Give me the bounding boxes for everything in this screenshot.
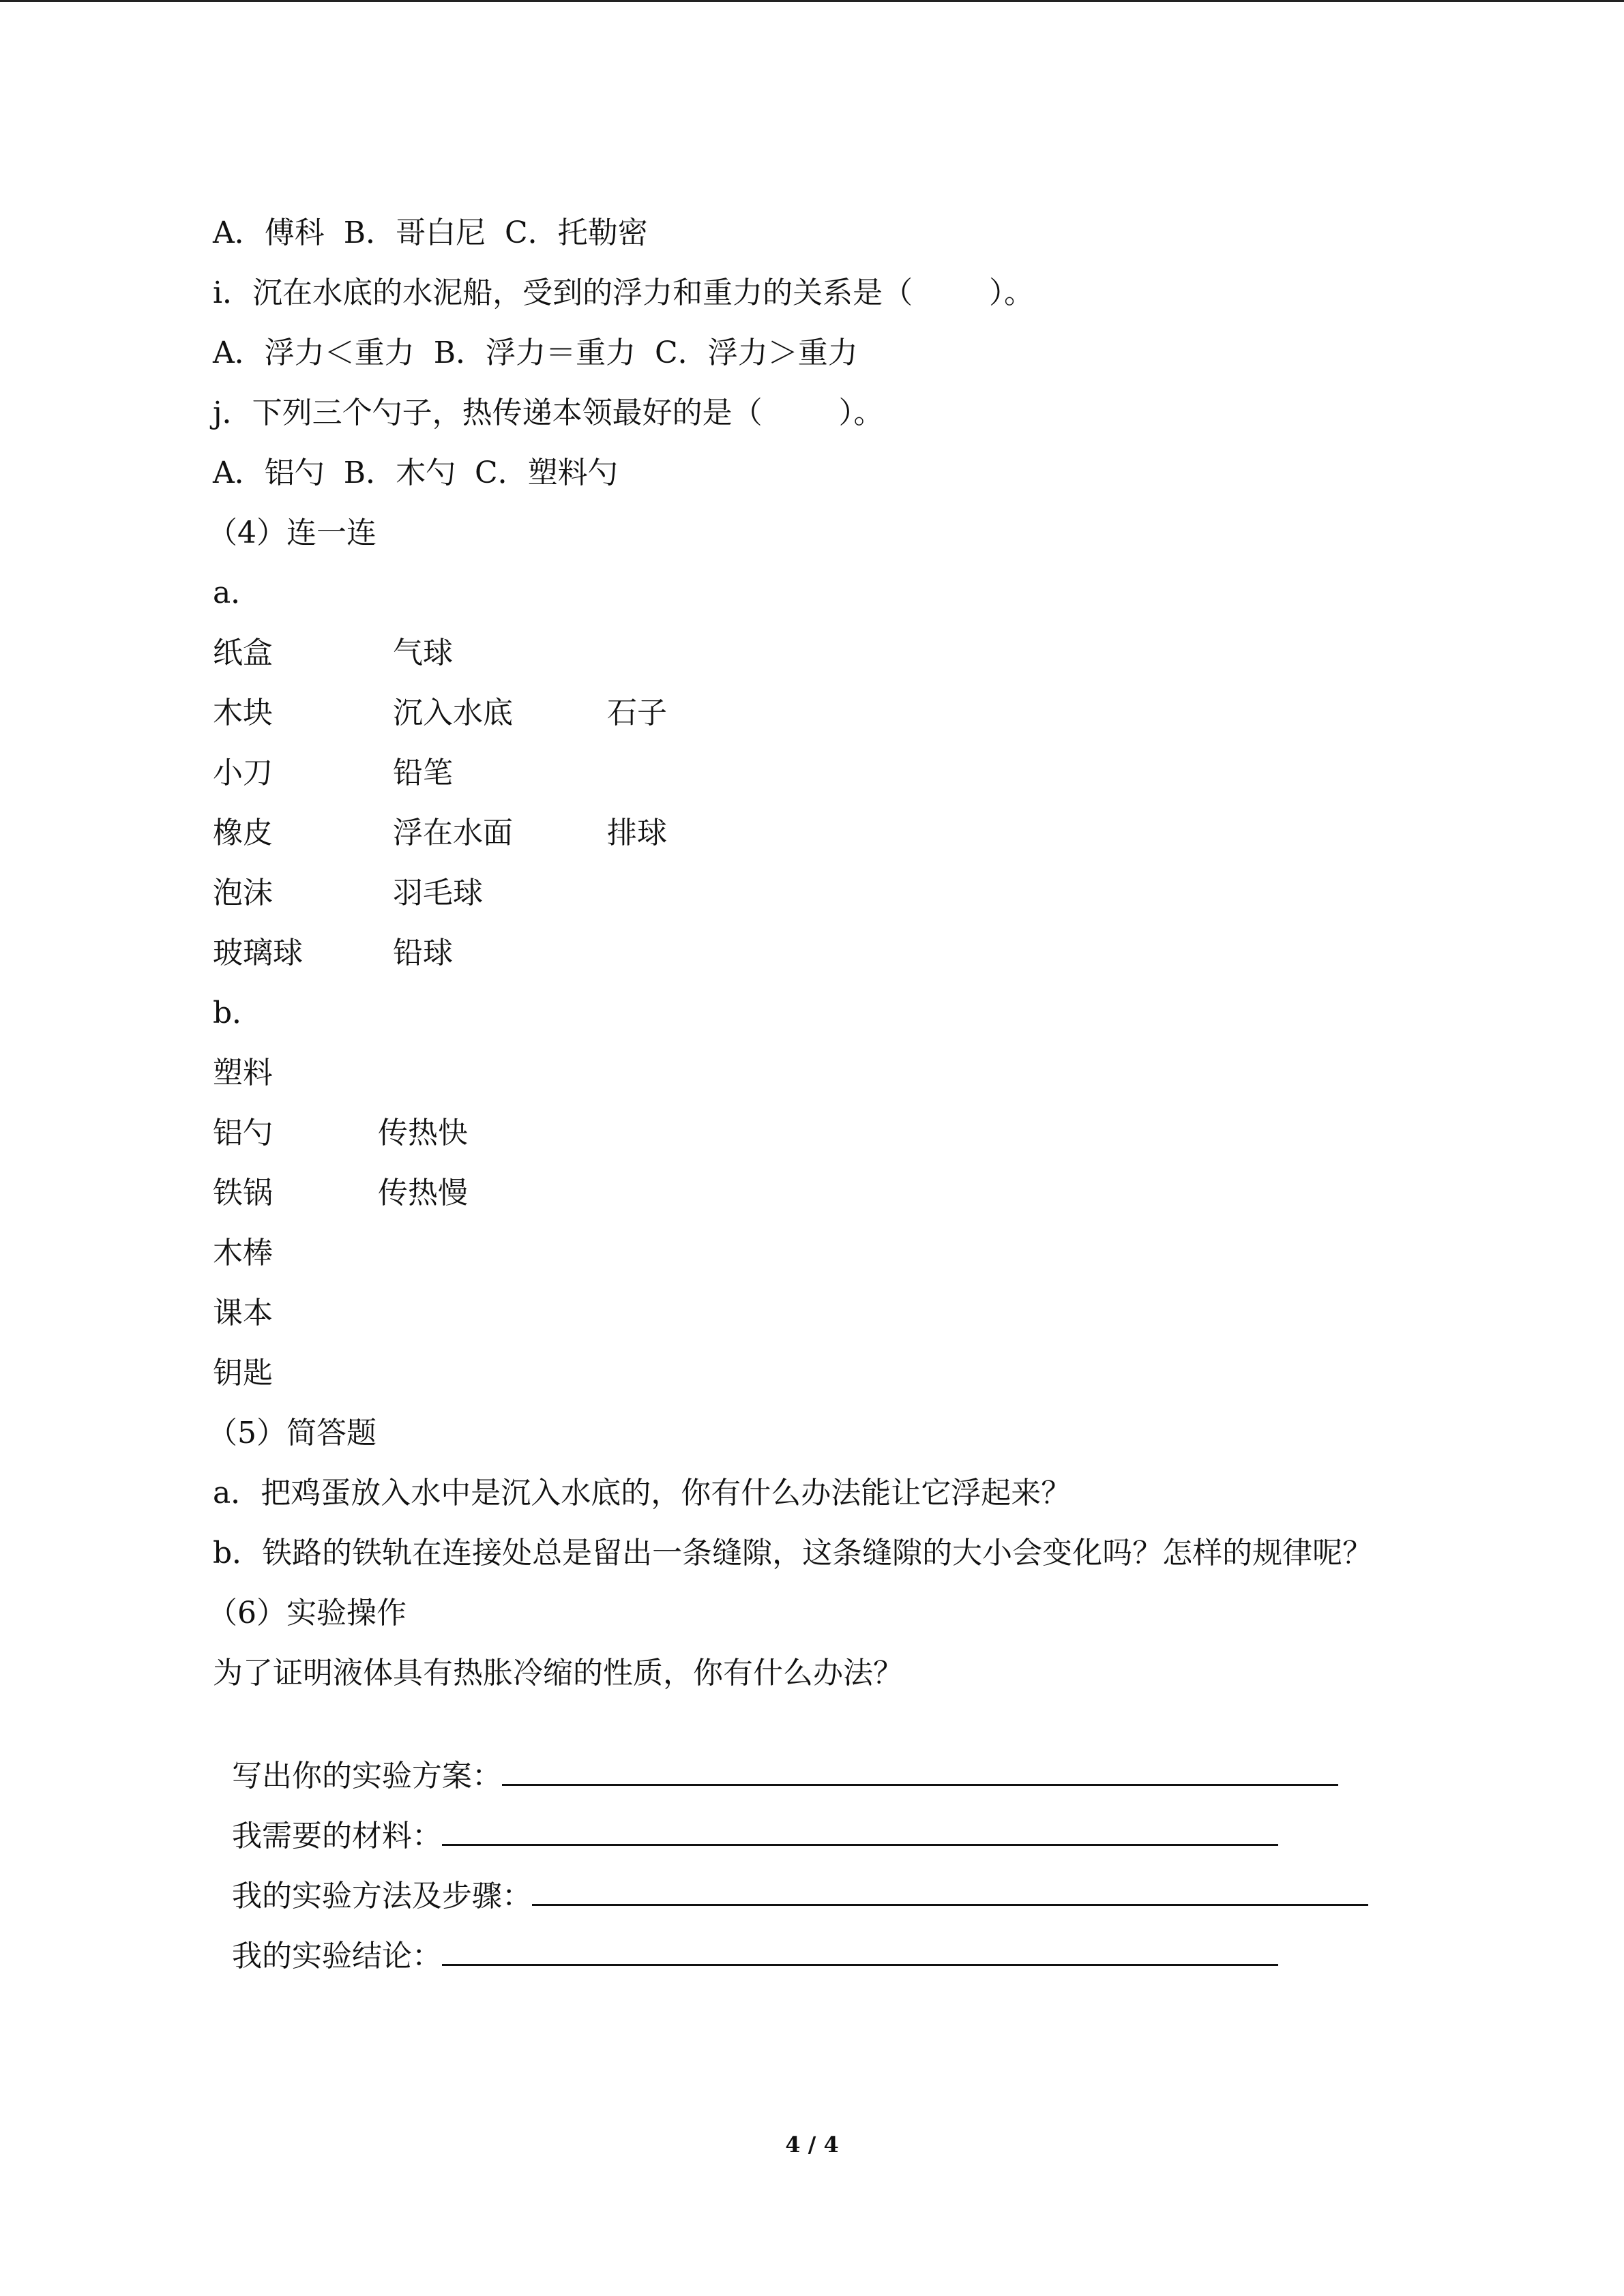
conclusion-answer-line[interactable]: [442, 1934, 1278, 1966]
matching-a-right: 石子: [607, 696, 667, 730]
matching-b-left: 课本: [213, 1296, 273, 1330]
matching-a-left: 木块: [213, 696, 273, 730]
short-answer-a: a．把鸡蛋放入水中是沉入水底的，你有什么办法能让它浮起来？: [213, 1476, 1072, 1510]
question-h-options: A．傅科 B．哥白尼 C．托勒密: [213, 215, 648, 250]
matching-a-middle: 铅球: [393, 936, 453, 970]
conclusion-label: 我的实验结论：: [231, 1939, 442, 1973]
matching-b-left: 塑料: [213, 1056, 273, 1090]
section-5-heading: （5）简答题: [207, 1416, 377, 1450]
matching-b-right: 传热慢: [378, 1176, 468, 1210]
question-j-options: A．铝勺 B．木勺 C．塑料勺: [213, 456, 618, 490]
question-i-text: i．沉在水底的水泥船，受到的浮力和重力的关系是（ ）。: [213, 275, 1034, 310]
conclusion-row: [213, 1893, 1278, 1977]
top-border: [0, 0, 1624, 2]
matching-b-left: 铝勺: [213, 1116, 273, 1150]
matching-b-label: b．: [213, 996, 263, 1030]
plan-label: 写出你的实验方案：: [231, 1759, 502, 1793]
matching-a-middle: 铅笔: [393, 756, 453, 790]
matching-a-left: 小刀: [213, 756, 273, 790]
matching-b-left: 钥匙: [213, 1356, 273, 1390]
matching-a-left: 玻璃球: [213, 936, 303, 970]
matching-a-left: 橡皮: [213, 816, 273, 850]
question-i-options: A．浮力＜重力 B．浮力＝重力 C．浮力＞重力: [213, 336, 858, 370]
materials-label: 我需要的材料：: [231, 1819, 442, 1853]
steps-label: 我的实验方法及步骤：: [231, 1879, 532, 1913]
section-4-heading: （4）连一连: [207, 516, 377, 550]
matching-a-middle: 沉入水底: [393, 696, 513, 730]
matching-a-label: a．: [213, 576, 261, 610]
matching-a-middle: 浮在水面: [393, 816, 513, 850]
section-6-heading: （6）实验操作: [207, 1596, 407, 1630]
matching-a-middle: 气球: [393, 636, 453, 670]
matching-b-left: 铁锅: [213, 1176, 273, 1210]
matching-b-right: 传热快: [378, 1116, 468, 1150]
page-number: 4 / 4: [785, 2132, 839, 2158]
matching-a-left: 纸盒: [213, 636, 273, 670]
matching-b-left: 木棒: [213, 1236, 273, 1270]
short-answer-b: b．铁路的铁轨在连接处总是留出一条缝隙，这条缝隙的大小会变化吗？怎样的规律呢？: [213, 1536, 1373, 1570]
experiment-prompt: 为了证明液体具有热胀冷缩的性质，你有什么办法？: [213, 1656, 903, 1690]
matching-a-left: 泡沫: [213, 876, 273, 910]
matching-a-middle: 羽毛球: [393, 876, 483, 910]
question-j-text: j．下列三个勺子，热传递本领最好的是（ ）。: [213, 396, 884, 430]
matching-a-right: 排球: [607, 816, 667, 850]
